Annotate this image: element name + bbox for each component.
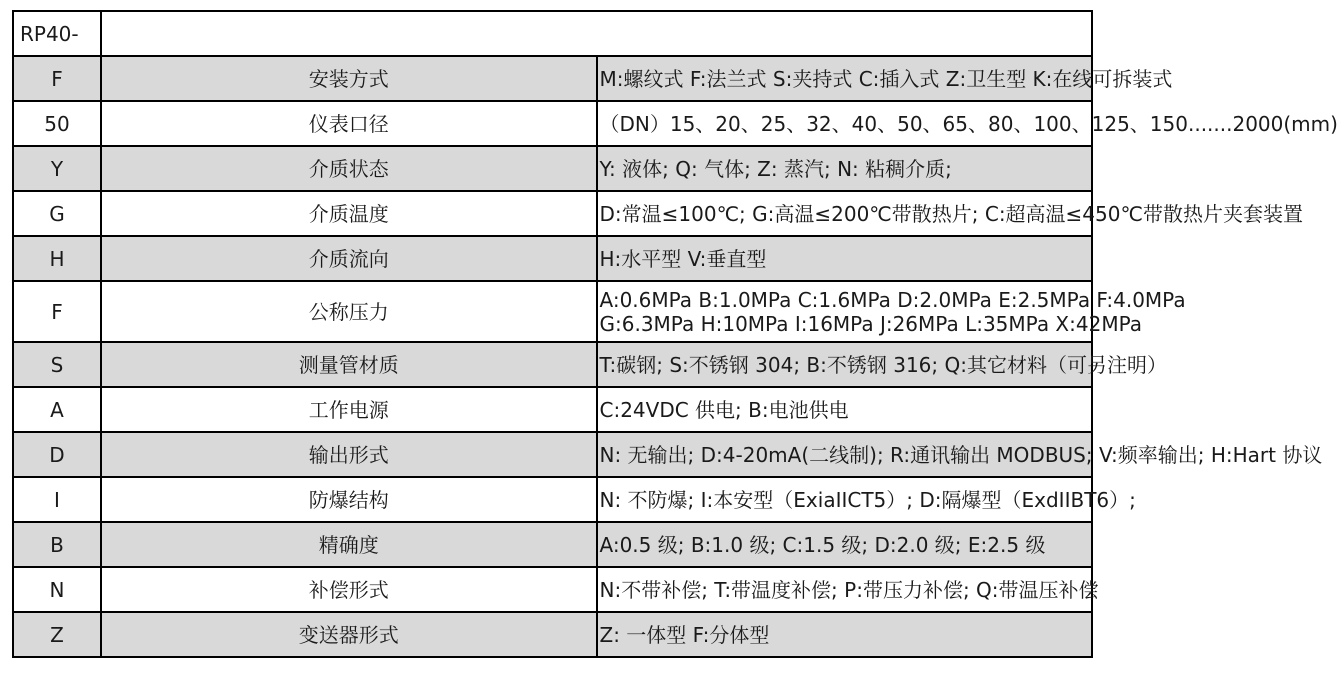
table-row — [13, 342, 1092, 387]
option-list: T:碳钢; S:不锈钢 304; B:不锈钢 316; Q:其它材料（可另注明） — [597, 342, 1093, 387]
parameter-name: 输出形式 — [101, 432, 597, 477]
option-line: A:0.6MPa B:1.0MPa C:1.6MPa D:2.0MPa E:2.5MPa F:4.0MPa — [599, 287, 1186, 312]
option-list: C:24VDC 供电; B:电池供电 — [597, 387, 1093, 432]
parameter-name: 仪表口径 — [101, 101, 597, 146]
option-code: 50 — [13, 101, 101, 146]
option-code: I — [13, 477, 101, 522]
option-list: Y: 液体; Q: 气体; Z: 蒸汽; N: 粘稠介质; — [597, 146, 1093, 191]
parameter-name: 防爆结构 — [101, 477, 597, 522]
table-row — [13, 191, 1092, 236]
table-row — [13, 432, 1092, 477]
option-code: H — [13, 236, 101, 281]
option-list: H:水平型 V:垂直型 — [597, 236, 1093, 281]
option-list: （DN）15、20、25、32、40、50、65、80、100、125、150.......2000(mm) — [597, 101, 1093, 146]
option-code: F — [13, 56, 101, 101]
table-row — [13, 146, 1092, 191]
parameter-name: 介质状态 — [101, 146, 597, 191]
option-code: Z — [13, 612, 101, 657]
model-prefix-cell: RP40- — [13, 11, 101, 56]
parameter-name: 介质温度 — [101, 191, 597, 236]
parameter-name: 介质流向 — [101, 236, 597, 281]
table-row — [13, 612, 1092, 657]
parameter-name: 安装方式 — [101, 56, 597, 101]
table-row — [13, 477, 1092, 522]
model-selection-table — [12, 10, 1338, 658]
option-code: Y — [13, 146, 101, 191]
table-row — [13, 101, 1092, 146]
parameter-name: 公称压力 — [101, 281, 597, 342]
header-row — [13, 11, 1092, 56]
option-code: G — [13, 191, 101, 236]
parameter-name: 工作电源 — [101, 387, 597, 432]
option-list: N:不带补偿; T:带温度补偿; P:带压力补偿; Q:带温压补偿 — [597, 567, 1093, 612]
option-list — [597, 281, 1186, 342]
option-code: N — [13, 567, 101, 612]
option-code: B — [13, 522, 101, 567]
option-list: M:螺纹式 F:法兰式 S:夹持式 C:插入式 Z:卫生型 K:在线可拆装式 — [597, 56, 1093, 101]
parameter-name: 补偿形式 — [101, 567, 597, 612]
option-line: G:6.3MPa H:10MPa I:16MPa J:26MPa L:35MPa X:42MPa — [599, 311, 1142, 336]
table-row — [13, 522, 1092, 567]
option-code: F — [13, 281, 101, 342]
option-list: N: 无输出; D:4-20mA(二线制); R:通讯输出 MODBUS; V:频率输出; H:Hart 协议 — [597, 432, 1093, 477]
table-row — [13, 567, 1092, 612]
option-list: A:0.5 级; B:1.0 级; C:1.5 级; D:2.0 级; E:2.5 级 — [597, 522, 1093, 567]
option-list: N: 不防爆; I:本安型（ExiaIICT5）; D:隔爆型（ExdIIBT6）; — [597, 477, 1093, 522]
parameter-name: 测量管材质 — [101, 342, 597, 387]
option-code: D — [13, 432, 101, 477]
header-blank-cell — [101, 11, 1092, 56]
table-row — [13, 56, 1092, 101]
table-row — [13, 387, 1092, 432]
parameter-name: 变送器形式 — [101, 612, 597, 657]
option-list: D:常温≤100℃; G:高温≤200℃带散热片; C:超高温≤450℃带散热片夹套装置 — [597, 191, 1093, 236]
option-code: A — [13, 387, 101, 432]
table-row — [13, 236, 1092, 281]
option-list: Z: 一体型 F:分体型 — [597, 612, 1093, 657]
parameter-name: 精确度 — [101, 522, 597, 567]
option-code: S — [13, 342, 101, 387]
table-row — [13, 281, 1092, 342]
